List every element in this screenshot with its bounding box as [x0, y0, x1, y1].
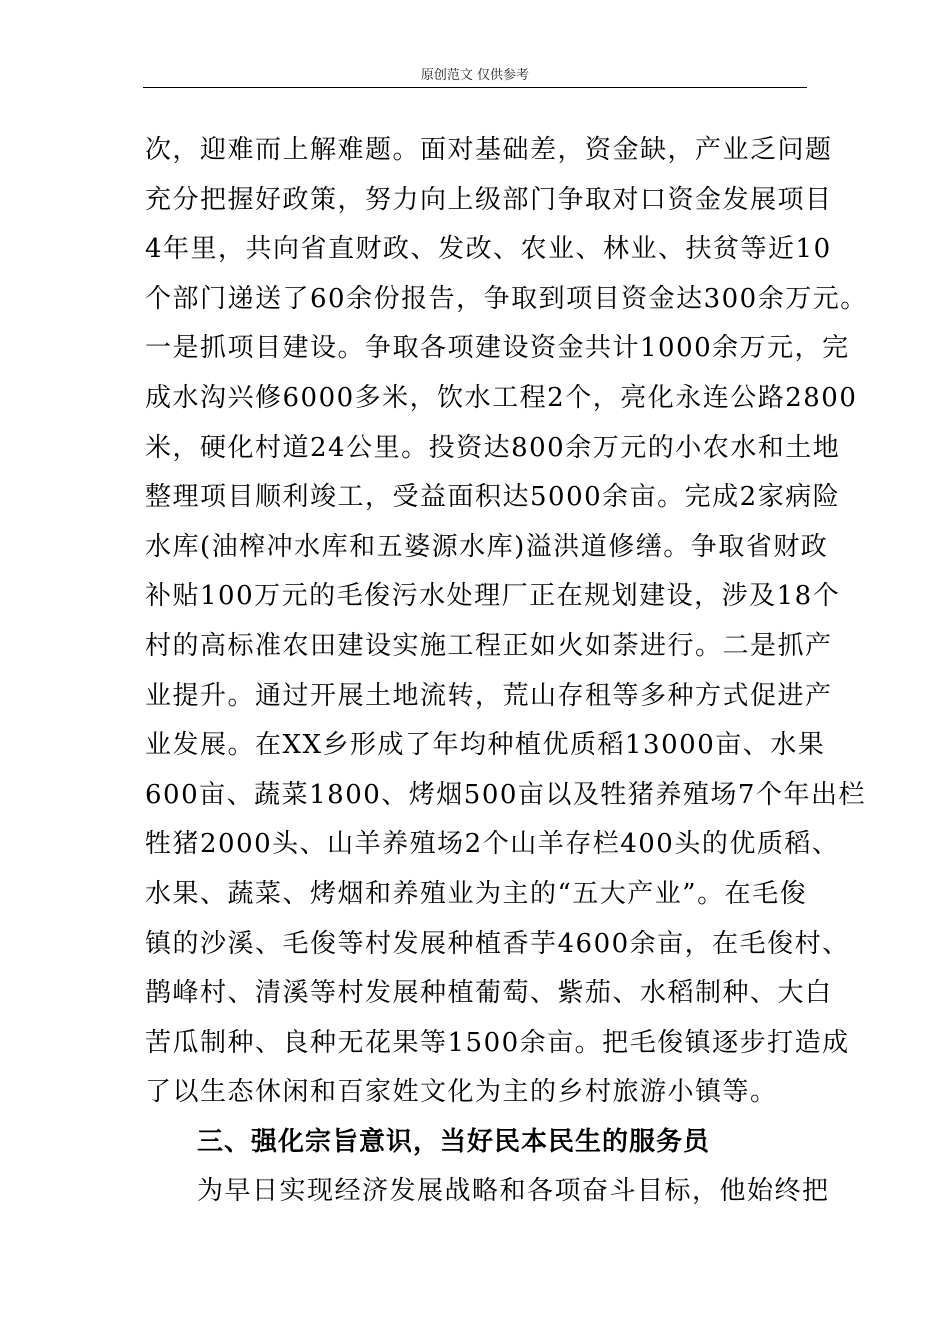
text-line: 成水沟兴修6000多米，饮水工程2个，亮化永连公路2800 — [145, 382, 858, 413]
text-line: 米，硬化村道24公里。投资达800余万元的小农水和土地 — [145, 432, 841, 463]
text-line: 牲猪2000头、山羊养殖场2个山羊存栏400头的优质稻、 — [145, 829, 840, 860]
text-line: 水库(油榨冲水库和五婆源水库)溢洪道修缮。争取省财政 — [145, 531, 829, 562]
header-divider — [143, 87, 807, 88]
text-line: 业发展。在XX乡形成了年均种植优质稻13000亩、水果 — [145, 730, 826, 761]
section-heading: 三、强化宗旨意识，当好民本民生的服务员 — [197, 1126, 711, 1157]
text-line: 一是抓项目建设。争取各项建设资金共计1000余万元，完 — [145, 333, 850, 364]
text-line: 鹊峰村、清溪等村发展种植葡萄、紫茄、水稻制种、大白 — [145, 978, 833, 1009]
text-line: 充分把握好政策，努力向上级部门争取对口资金发展项目 — [145, 184, 833, 215]
text-line: 补贴100万元的毛俊污水处理厂正在规划建设，涉及18个 — [145, 581, 841, 612]
paragraph-start-line: 为早日实现经济发展战略和各项奋斗目标，他始终把 — [197, 1176, 830, 1207]
page-header: 原创范文 仅供参考 — [420, 68, 530, 83]
text-line: 次，迎难而上解难题。面对基础差，资金缺，产业乏问题 — [145, 135, 833, 165]
text-line: 业提升。通过开展土地流转，荒山存租等多种方式促进产 — [145, 680, 833, 711]
text-line: 600亩、蔬菜1800、烤烟500亩以及牲猪养殖场7个年出栏 — [145, 779, 866, 810]
text-line: 个部门递送了60余份报告，争取到项目资金达300余万元。 — [145, 283, 868, 314]
document-body — [145, 126, 868, 1217]
text-line: 苦瓜制种、良种无花果等1500余亩。把毛俊镇逐步打造成 — [145, 1027, 850, 1058]
text-line: 整理项目顺利竣工，受益面积达5000余亩。完成2家病险 — [145, 482, 841, 513]
text-line: 村的高标准农田建设实施工程正如火如荼进行。二是抓产 — [145, 630, 833, 661]
text-line: 镇的沙溪、毛俊等村发展种植香芋4600余亩，在毛俊村、 — [145, 928, 850, 959]
text-line: 水果、蔬菜、烤烟和养殖业为主的“五大产业”。在毛俊 — [145, 878, 808, 909]
text-line: 了以生态休闲和百家姓文化为主的乡村旅游小镇等。 — [145, 1077, 778, 1108]
text-line: 4年里，共向省直财政、发改、农业、林业、扶贫等近10 — [145, 234, 832, 265]
